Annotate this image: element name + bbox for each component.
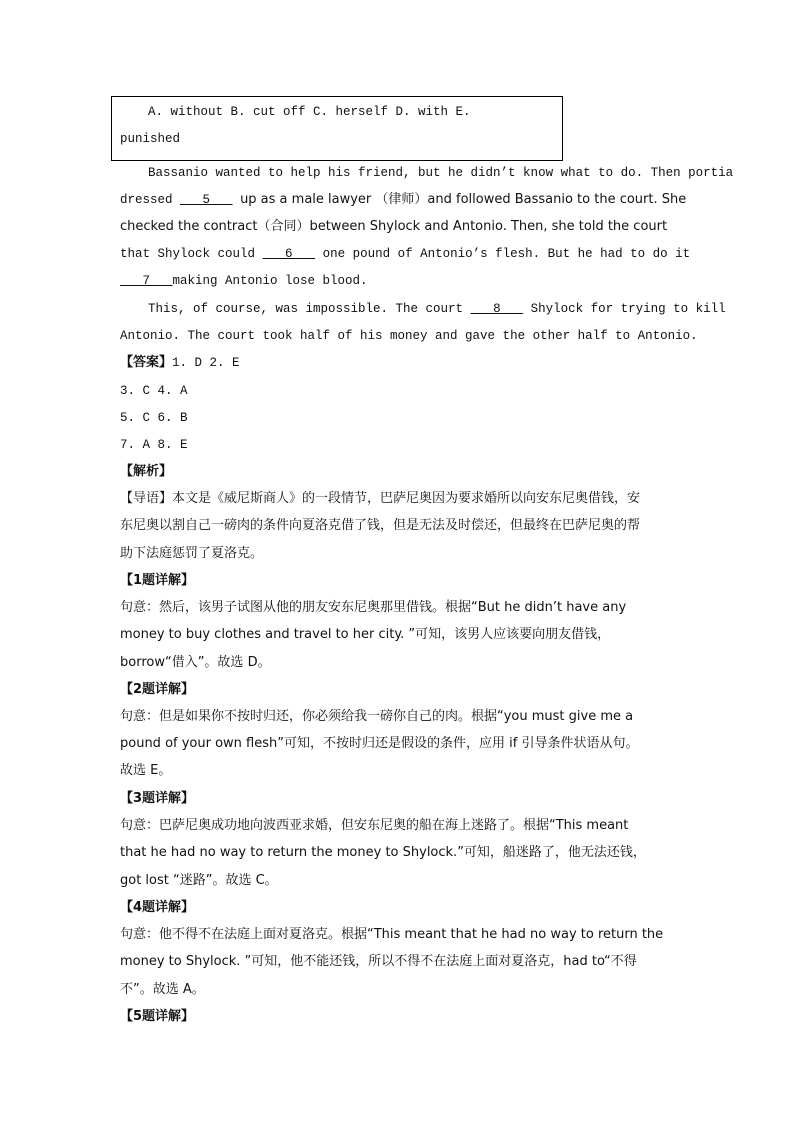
passage-line	[120, 273, 680, 289]
analysis-heading: 【解析】	[120, 464, 173, 479]
q2-line: 故选 E。	[120, 763, 172, 778]
passage-text: one pound of Antonio’s flesh. But he had to do it	[322, 247, 691, 261]
q3-heading: 【3题详解】	[120, 791, 195, 806]
intro-line: 【导语】本文是《威尼斯商人》的一段情节，巴萨尼奥因为要求婚所以向安东尼奥借钱，安	[120, 491, 641, 506]
q2-heading: 【2题详解】	[120, 682, 195, 697]
blank-7: ___7___	[120, 274, 173, 288]
q3-line: 句意：巴萨尼奥成功地向波西亚求婚，但安东尼奥的船在海上迷路了。根据“This meant	[120, 818, 629, 833]
q4-line: 不”。故选 A。	[120, 982, 205, 997]
q1-line: money to buy clothes and travel to her city. ”可知，该男人应该要向朋友借钱，	[120, 627, 611, 642]
answers-row: 3. C 4. A	[120, 384, 188, 398]
options-line-2: punished	[120, 132, 181, 146]
blank-5: ___5___	[180, 193, 233, 207]
blank-8: ___8___	[470, 302, 524, 316]
answers-line	[120, 355, 680, 371]
q4-heading: 【4题详解】	[120, 900, 195, 915]
q4-line: money to Shylock. ”可知，他不能还钱，所以不得不在法庭上面对夏洛克，had to“不得	[120, 954, 637, 969]
q3-line: that he had no way to return the money to Shylock.”可知，船迷路了，他无法还钱，	[120, 845, 646, 860]
options-line-1: A. without B. cut off C. herself D. with E.	[148, 105, 471, 119]
q5-heading: 【5题详解】	[120, 1009, 195, 1024]
passage-line: Bassanio wanted to help his friend, but he didn’t know what to do. Then portia	[148, 166, 734, 180]
q1-heading: 【1题详解】	[120, 573, 195, 588]
answers-row: 7. A 8. E	[120, 438, 188, 452]
passage-text: This, of course, was impossible. The court	[148, 302, 464, 316]
q1-line: 句意：然后，该男子试图从他的朋友安东尼奥那里借钱。根据“But he didn’t have any	[120, 600, 627, 615]
answers-row: 5. C 6. B	[120, 411, 188, 425]
passage-line: Antonio. The court took half of his money and gave the other half to Antonio.	[120, 329, 698, 343]
intro-line: 助下法庭惩罚了夏洛克。	[120, 546, 264, 561]
intro-line: 东尼奥以割自己一磅肉的条件向夏洛克借了钱，但是无法及时偿还，但最终在巴萨尼奥的帮	[120, 518, 641, 533]
blank-6: ___6___	[262, 247, 316, 261]
answers-label: 【答案】	[120, 355, 173, 370]
q2-line: 句意：但是如果你不按时归还，你必须给我一磅你自己的肉。根据“you must give me a	[120, 709, 634, 724]
passage-text: Shylock for trying to kill	[530, 302, 726, 316]
passage-text: that Shylock could	[120, 247, 256, 261]
answers-row: 1. D 2. E	[172, 356, 240, 370]
passage-line	[120, 246, 691, 262]
q3-line: got lost “迷路”。故选 C。	[120, 873, 278, 888]
q2-line: pound of your own flesh”可知，不按时归还是假设的条件，应用 if 引导条件状语从句。	[120, 736, 639, 751]
passage-line	[120, 301, 726, 317]
passage-text: up as a male lawyer （律师）and followed Bassanio to the court. She	[240, 192, 687, 207]
passage-text: dressed	[120, 193, 173, 207]
q4-line: 句意：他不得不在法庭上面对夏洛克。根据“This meant that he had no way to return the	[120, 927, 664, 942]
q1-line: borrow“借入”。故选 D。	[120, 655, 271, 670]
passage-line	[120, 192, 687, 208]
passage-line: checked the contract（合同）between Shylock and Antonio. Then, she told the court	[120, 219, 668, 234]
passage-text: making Antonio lose blood.	[172, 274, 368, 288]
